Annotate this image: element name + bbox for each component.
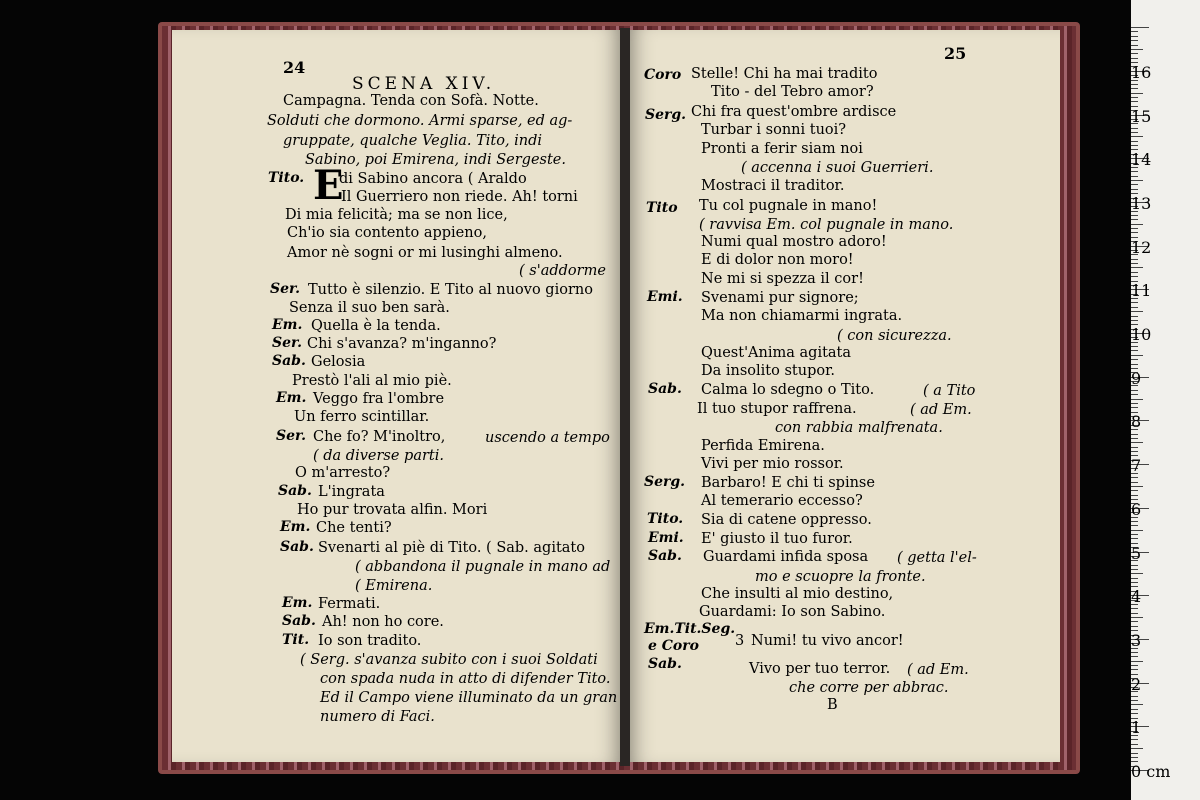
speaker-label: Serg. — [644, 474, 686, 490]
ruler-tick — [1131, 748, 1143, 749]
text-line: mo e scuopre la fronte. — [755, 569, 926, 585]
text-line: Che insulti al mio destino, — [701, 586, 894, 602]
text-line: Chi s'avanza? m'inganno? — [307, 336, 497, 352]
text-line: Un ferro scintillar. — [294, 409, 430, 425]
speaker-label: Sab. — [272, 353, 306, 369]
ruler-tick — [1131, 316, 1138, 317]
ruler-tick — [1131, 665, 1138, 666]
ruler-tick — [1131, 180, 1143, 181]
ruler-label: 16 — [1131, 62, 1152, 82]
text-line: ( ad Em. — [907, 662, 969, 678]
text-line: E di dolor non moro! — [701, 252, 854, 268]
ruler-label: 4 — [1131, 587, 1142, 607]
ruler-tick — [1131, 136, 1143, 137]
ruler-tick — [1131, 228, 1138, 229]
ruler-tick — [1131, 652, 1138, 653]
ruler-tick — [1131, 569, 1138, 570]
speaker-label: Emi. — [647, 289, 683, 305]
ruler-tick — [1131, 656, 1138, 657]
left-page-number: 24 — [283, 58, 306, 77]
ruler-tick — [1131, 171, 1138, 172]
text-line: Sia di catene oppresso. — [701, 512, 872, 528]
ruler-label: 10 — [1131, 325, 1152, 344]
ruler-tick — [1131, 447, 1138, 448]
text-line: Io son tradito. — [318, 633, 422, 649]
ruler-tick — [1131, 538, 1138, 539]
ruler-tick — [1131, 578, 1138, 579]
speaker-label: Sab. — [648, 548, 682, 564]
speaker-label: Sab. — [648, 381, 682, 397]
text-line: Campagna. Tenda con Sofà. Notte. — [283, 93, 539, 109]
text-line: Prestò l'ali al mio piè. — [292, 373, 452, 389]
ruler-tick — [1131, 346, 1138, 347]
ruler-tick — [1131, 626, 1138, 627]
ruler-label: 13 — [1131, 193, 1152, 213]
ruler-tick — [1131, 438, 1138, 439]
text-line: Svenarti al piè di Tito. ( Sab. agitato — [318, 540, 585, 556]
ruler-tick — [1131, 613, 1138, 614]
text-line: ( abbandona il pugnale in mano ad — [355, 559, 611, 575]
text-line: Da insolito stupor. — [701, 363, 836, 379]
text-line: Senza il suo ben sarà. — [289, 300, 450, 316]
text-line: Tito - del Tebro amor? — [711, 84, 874, 100]
text-line: con rabbia malfrenata. — [775, 420, 943, 436]
ruler-tick — [1131, 320, 1138, 321]
speaker-label: Ser. — [272, 335, 302, 351]
text-line: ( getta l'el- — [897, 550, 977, 566]
ruler-tick — [1131, 267, 1143, 268]
ruler-tick — [1131, 219, 1138, 220]
ruler-tick — [1131, 359, 1138, 360]
speaker-label: Ser. — [270, 281, 300, 297]
text-line: Svenami pur signore; — [701, 290, 859, 306]
ruler-tick — [1131, 530, 1143, 531]
text-line: Ne mi si spezza il cor! — [701, 271, 864, 287]
text-line: ( a Tito — [923, 383, 976, 399]
text-line: Gelosia — [311, 354, 366, 370]
speaker-label: Tito. — [268, 170, 305, 186]
text-line: Ah! non ho core. — [322, 614, 444, 630]
ruler-label: 7 — [1131, 456, 1142, 476]
ruler-label: 12 — [1131, 237, 1152, 257]
speaker-label: Em. — [272, 317, 303, 333]
ruler-tick — [1131, 669, 1138, 670]
ruler-tick — [1131, 394, 1138, 395]
text-line: ( Emirena. — [355, 578, 433, 594]
ruler-label: 11 — [1131, 281, 1152, 301]
ruler-tick — [1131, 661, 1143, 662]
ruler-tick — [1131, 45, 1138, 46]
ruler-tick — [1131, 617, 1143, 618]
speaker-label: Tit. — [282, 632, 310, 648]
ruler-tick — [1131, 36, 1138, 37]
speaker-label: Sab. — [648, 656, 682, 672]
text-line: Ed il Campo viene illuminato da un gran — [320, 690, 618, 706]
text-line: ( ravvisa Em. col pugnale in mano. — [699, 217, 954, 233]
ruler-tick — [1131, 215, 1138, 216]
ruler-tick — [1131, 49, 1143, 50]
ruler-tick — [1131, 407, 1138, 408]
ruler-tick — [1131, 753, 1138, 754]
ruler-tick — [1131, 176, 1138, 177]
ruler-tick — [1131, 434, 1138, 435]
text-line: E' giusto il tuo furor. — [701, 531, 853, 547]
ruler-tick — [1131, 350, 1138, 351]
text-line: Ho pur trovata alfin. Mori — [297, 502, 488, 518]
text-line: B — [827, 697, 838, 713]
text-line: Pronti a ferir siam noi — [701, 141, 863, 157]
text-line: Che fo? M'inoltro, — [313, 429, 446, 445]
ruler-tick — [1131, 145, 1138, 146]
ruler-tick — [1131, 621, 1138, 622]
ruler-label: 1 — [1131, 718, 1142, 738]
text-line: ( s'addorme — [519, 263, 606, 279]
text-line: Fermati. — [318, 596, 381, 612]
text-line: Vivi per mio rossor. — [701, 456, 844, 472]
text-line: Chi fra quest'ombre ardisce — [691, 104, 897, 120]
text-line: Il Guerriero non riede. Ah! torni — [341, 189, 578, 205]
ruler-tick — [1131, 27, 1149, 28]
text-line: Al temerario eccesso? — [701, 493, 863, 509]
ruler-tick — [1131, 486, 1143, 487]
ruler-tick — [1131, 311, 1143, 312]
ruler-tick — [1131, 31, 1138, 32]
ruler-label: 3 — [1131, 630, 1142, 650]
speaker-label: Tito — [646, 200, 678, 216]
ruler-tick — [1131, 307, 1138, 308]
text-line: Perfida Emirena. — [701, 438, 825, 454]
text-line: ( da diverse parti. — [313, 448, 444, 464]
ruler-tick — [1131, 700, 1138, 701]
text-line: Tu col pugnale in mano! — [699, 198, 878, 214]
speaker-label: Ser. — [276, 428, 306, 444]
text-line: Numi qual mostro adoro! — [701, 234, 887, 250]
speaker-label: Em.Tit.Seg. — [644, 621, 736, 637]
ruler-tick — [1131, 259, 1138, 260]
text-line: uscendo a tempo — [485, 430, 610, 446]
book-gutter — [620, 28, 630, 766]
text-line: Guardami: Io son Sabino. — [699, 604, 886, 620]
ruler-tick — [1131, 364, 1138, 365]
ruler-label: 8 — [1131, 412, 1142, 432]
text-line: Mostraci il traditor. — [701, 178, 845, 194]
ruler-tick — [1131, 482, 1138, 483]
ruler-tick — [1131, 40, 1138, 41]
text-line: Solduti che dormono. Armi sparse, ed ag- — [267, 113, 573, 129]
ruler-tick — [1131, 263, 1138, 264]
ruler-tick — [1131, 525, 1138, 526]
ruler-tick — [1131, 390, 1138, 391]
ruler-tick — [1131, 495, 1138, 496]
text-line: 3 — [735, 633, 745, 649]
ruler-tick — [1131, 272, 1138, 273]
ruler-tick — [1131, 582, 1138, 583]
ruler-tick — [1131, 88, 1138, 89]
text-line: Barbaro! E chi ti spinse — [701, 475, 875, 491]
ruler-tick — [1131, 442, 1143, 443]
ruler-tick — [1131, 608, 1138, 609]
text-line: che corre per abbrac. — [789, 680, 949, 696]
text-line: Che tenti? — [316, 520, 392, 536]
text-line: Turbar i sonni tuoi? — [701, 122, 847, 138]
text-line: Stelle! Chi ha mai tradito — [691, 66, 878, 82]
ruler-tick — [1131, 451, 1138, 452]
text-line: di Sabino ancora ( Araldo — [339, 171, 527, 187]
ruler-tick — [1131, 184, 1138, 185]
text-line: Calma lo sdegno o Tito. — [701, 382, 875, 398]
text-line: gruppate, qualche Veglia. Tito, indi — [283, 133, 543, 149]
ruler-tick — [1131, 573, 1143, 574]
ruler-tick — [1131, 477, 1138, 478]
ruler-tick — [1131, 101, 1138, 102]
ruler-label: 2 — [1131, 674, 1142, 694]
ruler-label: 0 cm — [1131, 762, 1171, 781]
text-line: Ch'io sia contento appieno, — [287, 225, 487, 241]
text-line: Quest'Anima agitata — [701, 345, 852, 361]
ruler-label: 15 — [1131, 106, 1152, 126]
speaker-label: Em. — [276, 390, 307, 406]
ruler-tick — [1131, 276, 1138, 277]
ruler-tick — [1131, 490, 1138, 491]
drop-cap: E — [313, 162, 344, 209]
ruler-tick — [1131, 399, 1143, 400]
ruler-tick — [1131, 403, 1138, 404]
text-line: Il tuo stupor raffrena. — [697, 401, 857, 417]
speaker-label: Serg. — [645, 107, 687, 123]
ruler-tick — [1131, 128, 1138, 129]
ruler-tick — [1131, 521, 1138, 522]
speaker-label: Sab. — [278, 483, 312, 499]
ruler-tick — [1131, 132, 1138, 133]
ruler-label: 14 — [1131, 150, 1152, 170]
ruler-tick — [1131, 141, 1138, 142]
text-line: numero di Faci. — [320, 709, 435, 725]
text-line: Amor nè sogni or mi lusinghi almeno. — [287, 245, 563, 261]
text-line: ( ad Em. — [910, 402, 972, 418]
ruler-tick — [1131, 84, 1138, 85]
speaker-label: Sab. — [282, 613, 316, 629]
text-line: Quella è la tenda. — [311, 318, 441, 334]
text-line: con spada nuda in atto di difender Tito. — [320, 671, 611, 687]
ruler-tick — [1131, 232, 1138, 233]
speaker-label: e Coro — [648, 638, 699, 654]
speaker-label: Sab. — [280, 539, 314, 555]
ruler-label: 6 — [1131, 499, 1142, 519]
ruler-tick — [1131, 713, 1138, 714]
ruler-tick — [1131, 53, 1138, 54]
ruler-tick — [1131, 93, 1143, 94]
scene-title: SCENA XIV. — [352, 74, 496, 94]
ruler-tick — [1131, 534, 1138, 535]
text-line: Sabino, poi Emirena, indi Sergeste. — [305, 152, 566, 168]
text-line: Tutto è silenzio. E Tito al nuovo giorno — [308, 282, 593, 298]
text-line: ( Serg. s'avanza subito con i suoi Soldati — [300, 652, 598, 668]
speaker-label: Emi. — [648, 530, 684, 546]
text-line: Numi! tu vivo ancor! — [751, 633, 904, 649]
text-line: Veggo fra l'ombre — [313, 391, 445, 407]
ruler-tick — [1131, 565, 1138, 566]
ruler-tick — [1131, 189, 1138, 190]
text-line: Guardami infida sposa — [703, 549, 869, 565]
speaker-label: Tito. — [647, 511, 684, 527]
speaker-label: Em. — [282, 595, 313, 611]
ruler-tick — [1131, 224, 1143, 225]
right-page-number: 25 — [944, 44, 967, 63]
text-line: Vivo per tuo terror. — [749, 661, 891, 677]
ruler-label: 9 — [1131, 368, 1142, 388]
text-line: O m'arresto? — [295, 465, 391, 481]
ruler-tick — [1131, 58, 1138, 59]
ruler-tick — [1131, 757, 1138, 758]
text-line: Di mia felicità; ma se non lice, — [285, 207, 508, 223]
text-line: ( con sicurezza. — [837, 328, 952, 344]
speaker-label: Coro — [644, 67, 682, 83]
ruler-tick — [1131, 704, 1143, 705]
ruler-tick — [1131, 709, 1138, 710]
ruler-label: 5 — [1131, 543, 1142, 563]
ruler-tick — [1131, 744, 1138, 745]
text-line: ( accenna i suoi Guerrieri. — [741, 160, 934, 176]
ruler-tick — [1131, 97, 1138, 98]
text-line: L'ingrata — [318, 484, 385, 500]
ruler-tick — [1131, 302, 1138, 303]
ruler-tick — [1131, 739, 1138, 740]
speaker-label: Em. — [280, 519, 311, 535]
ruler-tick — [1131, 355, 1143, 356]
ruler-tick — [1131, 696, 1138, 697]
text-line: Ma non chiamarmi ingrata. — [701, 308, 903, 324]
